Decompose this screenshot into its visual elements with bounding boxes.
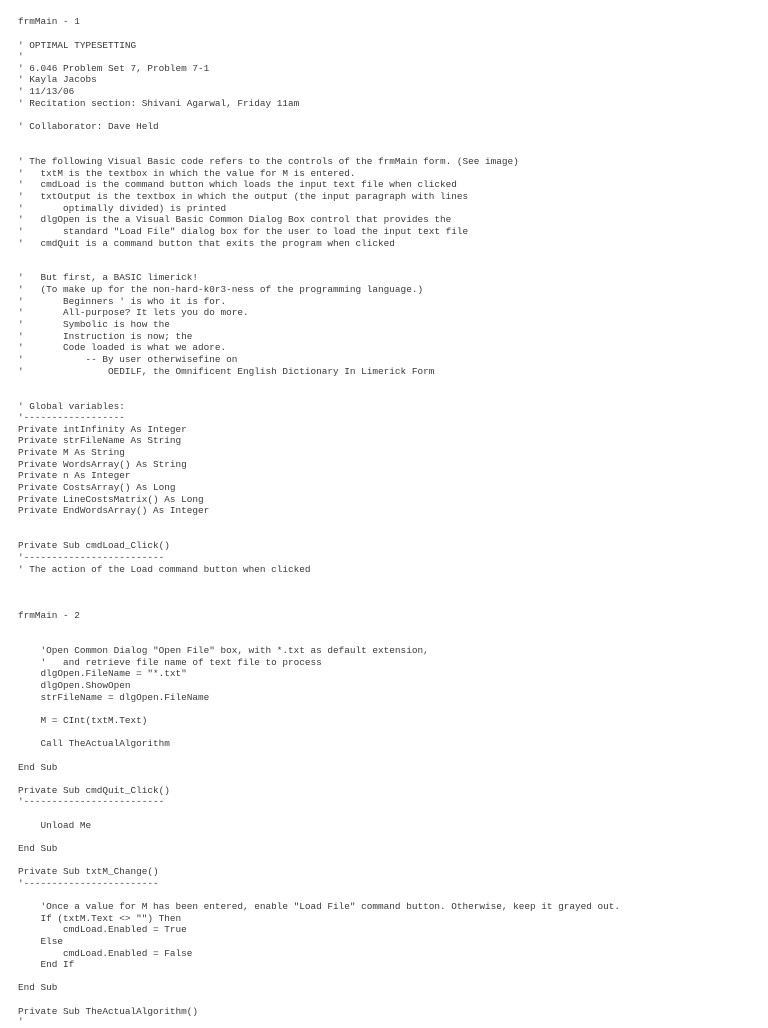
code-line: Private LineCostsMatrix() As Long xyxy=(18,494,204,505)
page-header: frmMain - 2 xyxy=(18,610,80,621)
code-line: ' Beginners ' is who it is for. xyxy=(18,296,227,307)
code-line: dlgOpen.ShowOpen xyxy=(18,680,131,691)
code-line: ' Kayla Jacobs xyxy=(18,74,97,85)
code-line: ' xyxy=(18,51,24,62)
code-line: ' 6.046 Problem Set 7, Problem 7-1 xyxy=(18,63,210,74)
code-line: If (txtM.Text <> "") Then xyxy=(18,913,182,924)
code-line: ' (To make up for the non-hard-k0r3-ness of the programming language.) xyxy=(18,284,424,295)
code-line: ' optimally divided) is printed xyxy=(18,203,227,214)
code-line: Private CostsArray() As Long xyxy=(18,482,176,493)
code-line: Private n As Integer xyxy=(18,470,131,481)
code-line: dlgOpen.FileName = "*.txt" xyxy=(18,668,187,679)
code-line: ' All-purpose? It lets you do more. xyxy=(18,307,249,318)
code-line: '------------------------- xyxy=(18,796,165,807)
code-line: '------------------------ xyxy=(18,878,159,889)
code-line: ' xyxy=(18,1016,24,1027)
page-header: frmMain - 1 xyxy=(18,16,80,27)
code-line: ' -- By user otherwisefine on xyxy=(18,354,238,365)
code-line: ' 11/13/06 xyxy=(18,86,75,97)
code-line: Call TheActualAlgorithm xyxy=(18,738,170,749)
code-line: Private WordsArray() As String xyxy=(18,459,187,470)
code-line: ' cmdLoad is the command button which loads the input text file when clicked xyxy=(18,179,457,190)
code-line: ' But first, a BASIC limerick! xyxy=(18,272,199,283)
code-line: Private Sub TheActualAlgorithm() xyxy=(18,1006,199,1017)
code-line: ' cmdQuit is a command button that exits the program when clicked xyxy=(18,238,395,249)
code-line: Unload Me xyxy=(18,820,92,831)
code-line: ' Code loaded is what we adore. xyxy=(18,342,227,353)
code-line: Private strFileName As String xyxy=(18,435,182,446)
code-line: '------------------ xyxy=(18,412,125,423)
code-line: ' standard "Load File" dialog box for the user to load the input text file xyxy=(18,226,469,237)
code-line: ' OPTIMAL TYPESETTING xyxy=(18,40,137,51)
code-line: cmdLoad.Enabled = True xyxy=(18,924,187,935)
code-line: Private Sub cmdQuit_Click() xyxy=(18,785,170,796)
code-line: ' The following Visual Basic code refers to the controls of the frmMain form. (See image) xyxy=(18,156,519,167)
code-line: 'Once a value for M has been entered, enable "Load File" command button. Otherwise, keep it grayed out. xyxy=(18,901,620,912)
code-line: Private EndWordsArray() As Integer xyxy=(18,505,210,516)
code-line: ' Instruction is now; the xyxy=(18,331,193,342)
code-line: ' Symbolic is how the xyxy=(18,319,170,330)
code-line: Private Sub txtM_Change() xyxy=(18,866,159,877)
code-line: Private M As String xyxy=(18,447,125,458)
code-line: End Sub xyxy=(18,982,58,993)
code-line: Private Sub cmdLoad_Click() xyxy=(18,540,170,551)
code-line: ' Recitation section: Shivani Agarwal, Friday 11am xyxy=(18,98,300,109)
code-line: '------------------------- xyxy=(18,552,165,563)
code-line: ' OEDILF, the Omnificent English Dictionary In Limerick Form xyxy=(18,366,435,377)
code-line: ' dlgOpen is the a Visual Basic Common Dialog Box control that provides the xyxy=(18,214,452,225)
code-line: Private intInfinity As Integer xyxy=(18,424,187,435)
code-line: End If xyxy=(18,959,75,970)
code-line: End Sub xyxy=(18,843,58,854)
code-line: ' Collaborator: Dave Held xyxy=(18,121,159,132)
code-line: ' txtM is the textbox in which the value for M is entered. xyxy=(18,168,356,179)
code-line: 'Open Common Dialog "Open File" box, with *.txt as default extension, xyxy=(18,645,429,656)
code-line: Else xyxy=(18,936,64,947)
code-line: strFileName = dlgOpen.FileName xyxy=(18,692,210,703)
code-line: cmdLoad.Enabled = False xyxy=(18,948,193,959)
code-line: ' Global variables: xyxy=(18,401,125,412)
code-line: ' txtOutput is the textbox in which the output (the input paragraph with lines xyxy=(18,191,469,202)
code-line: ' The action of the Load command button when clicked xyxy=(18,564,311,575)
code-line: End Sub xyxy=(18,762,58,773)
code-line: ' and retrieve file name of text file to process xyxy=(18,657,322,668)
code-line: M = CInt(txtM.Text) xyxy=(18,715,148,726)
